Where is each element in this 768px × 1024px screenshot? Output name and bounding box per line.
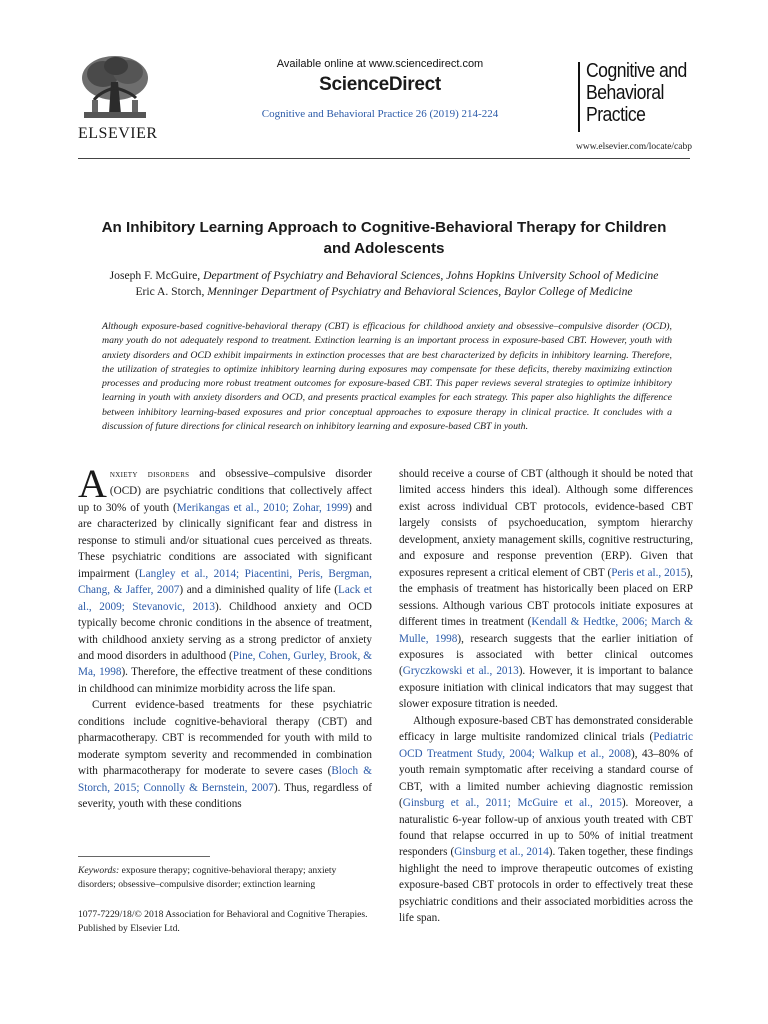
keywords: [78, 864, 372, 891]
body-text: ), the emphasis of treatment has historically been placed on ERP sessions. Although various CBT protocols initiate exposures at different times in treatment (: [399, 566, 693, 629]
abstract: Although exposure-based cognitive-behavioral therapy (CBT) is efficacious for childhood anxiety and obsessive–compulsive disorder (OCD), many youth do not adequately respond to treatment. Extinction learning is an important process in exposure-based CBT. However, youth with anxiety disorders and OCD exhibit impairments in extinction processes that are best characterized by deficits in inhibitory learning. Therefore, the utilization of strategies to optimize inhibitory learning during exposures may compensate for these deficits, thereby maximizing extinction processes and producing more robust treatment outcomes for exposure-based CBT. This paper reviews several strategies to optimize inhibitory learning in youth with anxiety disorders and OCD, and presents practical examples for each strategy. This paper also highlights the difference between inhibitory learning-based exposures and prior conceptual approaches to exposure therapy in clinical practice. It concludes with a discussion of future directions for clinical research on inhibitory learning and exposure-based CBT in youth.: [102, 321, 672, 433]
paragraph-intro: [78, 461, 373, 697]
journal-reference[interactable]: Cognitive and Behavioral Practice 26 (2019) 214-224: [261, 108, 499, 120]
paragraph-treatments: [78, 697, 372, 812]
article-title: [78, 217, 690, 259]
citation-link[interactable]: Bloch & Storch, 2015; Connolly & Bernstein, 2007: [78, 765, 372, 794]
body-text: and obsessive–compulsive disorder (OCD) are psychiatric conditions that collectively affect up to 30% of youth (: [78, 468, 372, 514]
body-text: ). Thus, regardless of severity, youth with these conditions: [78, 781, 372, 811]
journal-title-line: Behavioral: [586, 82, 664, 104]
citation-link[interactable]: Pediatric OCD Treatment Study, 2004; Walkup et al., 2008: [399, 731, 693, 760]
author-list: [78, 268, 690, 300]
body-text: ), research suggests that the earlier initiation of exposures is associated with better clinical outcomes (: [399, 632, 693, 678]
citation-link[interactable]: Peris et al., 2015: [611, 566, 687, 579]
elsevier-tree-icon: [78, 52, 152, 124]
footnote-divider: [78, 856, 210, 857]
available-online: Available online at www.sciencedirect.com: [276, 58, 484, 70]
body-text: ). Taken together, these findings highlight the need to improve therapeutic outcomes of existing exposure-based CBT protocols in order to effectively treat these psychiatric conditions and their associated morbidities across the life span.: [399, 846, 693, 925]
paragraph-treatments-cont: [399, 466, 693, 713]
journal-url[interactable]: www.elsevier.com/locate/cabp: [576, 142, 692, 152]
body-text: ). Therefore, the effective treatment of these conditions in childhood can minimize morbidity across the life span.: [78, 666, 372, 695]
body-text: ) and a diminished quality of life (: [179, 584, 338, 597]
author-entry: [78, 268, 690, 284]
body-column-left: [78, 461, 373, 813]
body-text: ) and are characterized by clinically significant fear and distress in response to stimuli and/or situational cues perceived as threats. These psychiatric conditions are associated with significant impairment (: [78, 501, 372, 580]
citation-link[interactable]: Merikangas et al., 2010; Zohar, 1999: [176, 501, 349, 514]
body-text: ). Moreover, a naturalistic 6-year follow-up of anxious youth treated with CBT found that relapse occurred in up to 50% of initial treatment responders (: [399, 797, 693, 859]
copyright-notice: 1077-7229/18/© 2018 Association for Behavioral and Cognitive Therapies. Published by Elsevier Ltd.: [78, 909, 368, 934]
citation-link[interactable]: Lack et al., 2009; Stevanovic, 2013: [78, 584, 372, 613]
body-text: should receive a course of CBT (although it should be noted that limited access hinders this ideal). Although some differences exist across individual CBT protocols, evidence-based CBT largely consists of psychoeducation, symptom hierarchy development, anxiety management skills, cognitive restructuring, and exposure and response prevention (ERP). Given that exposures represent a critical element of CBT (: [399, 468, 693, 579]
citation-link[interactable]: Pine, Cohen, Gurley, Brook, & Ma, 1998: [78, 649, 373, 679]
lead-smallcaps: nxiety disorders: [109, 469, 190, 480]
journal-title-line: Practice: [586, 104, 646, 126]
sciencedirect-logo: ScienceDirect: [319, 74, 441, 95]
citation-link[interactable]: Ginsburg et al., 2014: [454, 846, 549, 859]
center-header: [230, 58, 530, 120]
citation-link[interactable]: Gryczkowski et al., 2013: [402, 665, 519, 678]
author-entry: [78, 284, 690, 300]
author-name: Eric A. Storch,: [135, 285, 205, 298]
keywords-label: Keywords:: [78, 865, 120, 876]
journal-title: [586, 60, 687, 126]
publisher-name: ELSEVIER: [78, 125, 158, 142]
author-affiliation: Menninger Department of Psychiatry and Behavioral Sciences, Baylor College of Medicine: [207, 285, 633, 298]
title-line: and Adolescents: [323, 240, 445, 257]
body-text: ). However, it is important to balance exposure initiation with clinical indicators that may suggest that slower exposure titration is needed.: [399, 665, 693, 711]
keywords-list: exposure therapy; cognitive-behavioral therapy; anxiety disorders; obsessive–compulsive disorder; extinction learning: [78, 865, 337, 890]
body-text: ). Childhood anxiety and OCD typically become chronic conditions in the absence of treatment, with childhood anxiety serving as a strong predictor of anxiety and mood disorders in adulthood (: [78, 600, 372, 662]
author-name: Joseph F. McGuire,: [109, 269, 201, 282]
author-affiliation: Department of Psychiatry and Behavioral Sciences, Johns Hopkins University School of Medicine: [203, 269, 659, 282]
citation-link[interactable]: Kendall & Hedtke, 2006; March & Mulle, 1998: [399, 616, 693, 645]
body-text: Although exposure-based CBT has demonstrated considerable efficacy in large multisite randomized clinical trials (: [399, 714, 693, 744]
page-header: [0, 0, 768, 160]
header-divider: [78, 158, 690, 159]
drop-cap: A: [78, 461, 107, 506]
citation-link[interactable]: Langley et al., 2014; Piacentini, Peris, Bergman, Chang, & Jaffer, 2007: [78, 567, 372, 597]
journal-title-bar: [578, 62, 580, 132]
paragraph-efficacy: [399, 713, 693, 927]
title-line: An Inhibitory Learning Approach to Cognitive-Behavioral Therapy for Children: [101, 219, 667, 236]
journal-title-line: Cognitive and: [586, 60, 687, 82]
citation-link[interactable]: Ginsburg et al., 2011; McGuire et al., 2015: [402, 797, 622, 810]
body-text: ), 43–80% of youth remain symptomatic after receiving a standard course of CBT, with a limited number achieving diagnostic remission (: [399, 747, 693, 810]
body-text: Current evidence-based treatments for these psychiatric conditions include cognitive-behavioral therapy (CBT) and pharmacotherapy. CBT is recommended for youth with mild to moderate symptom severity and recommended in combination with pharmacotherapy for moderate to severe cases (: [78, 699, 372, 778]
elsevier-logo: [78, 52, 158, 143]
body-column-right: [399, 466, 693, 927]
